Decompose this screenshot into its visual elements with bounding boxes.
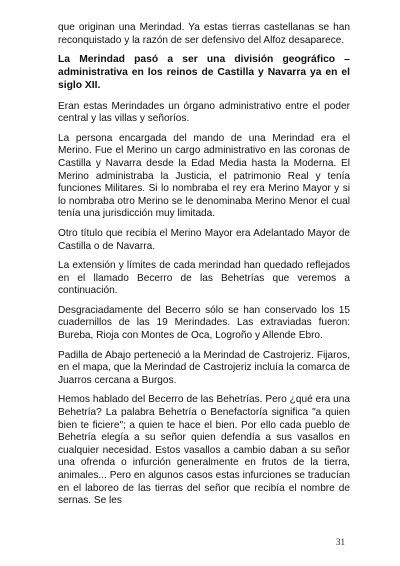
paragraph-cuadernillos: Desgraciadamente del Becerro sólo se han conservado los 15 cuadernillos de las 19 Merindades. Las extraviadas fueron: Bureba, Rioja con Montes de Oca, Logroño y Allende Ebro. [58,304,350,342]
paragraph-merino: La persona encargada del mando de una Merindad era el Merino. Fue el Merino un cargo administrativo en las coronas de Castilla y Navarra desde la Edad Media hasta la Moderna. El Merino administraba la Justicia, el patrimonio Real y tenía funciones Militares. Si lo nombraba el rey era Merino Mayor y si lo nombraba otro Merino se le denominaba Merino Menor el cual tenía una jurisdicción muy limitada. [58,132,350,220]
body-text [58,22,350,515]
paragraph-padilla: Padilla de Abajo perteneció a la Merindad de Castrojeriz. Fijaros, en el mapa, que la Merindad de Castrojeriz incluía la comarca de Juarros cercana a Burgos. [58,349,350,386]
section-heading: La Merindad pasó a ser una división geográfico – administrativa en los reinos de Castilla y Navarra ya en el siglo XII. [58,54,350,91]
paragraph-merindades-organ: Eran estas Merindades un órgano administrativo entre el poder central y las villas y señoríos. [58,100,350,125]
paragraph-extension: La extensión y límites de cada merindad han quedado reflejados en el llamado Becerro de las Behetrías que veremos a continuación. [58,260,350,297]
page-number: 31 [336,537,345,547]
paragraph-behetria: Hemos hablado del Becerro de las Behetrías. Pero ¿qué era una Behetría? La palabra Behetría o Benefactoría significa "a quien bien te ficiere"; a quien te hace el bien. Por ello cada pueblo de Behetría elegía a su señor quien defendía a sus vasallos en cualquier necesidad. Estos vasallos a cambio daban a su señor una ofrenda o infurción generalmente en frutos de la tierra, animales... Pero en algunos casos estas infurciones se traducían en el laboreo de las tierras del señor que recibía el nombre de sernas. Se les [58,394,350,507]
paragraph-adelantado: Otro título que recibía el Merino Mayor era Adelantado Mayor de Castilla o de Navarra. [58,227,350,252]
paragraph-merindad-origin: que originan una Merindad. Ya estas tierras castellanas se han reconquistado y la razón de ser defensivo del Alfoz desaparece. [58,22,350,46]
